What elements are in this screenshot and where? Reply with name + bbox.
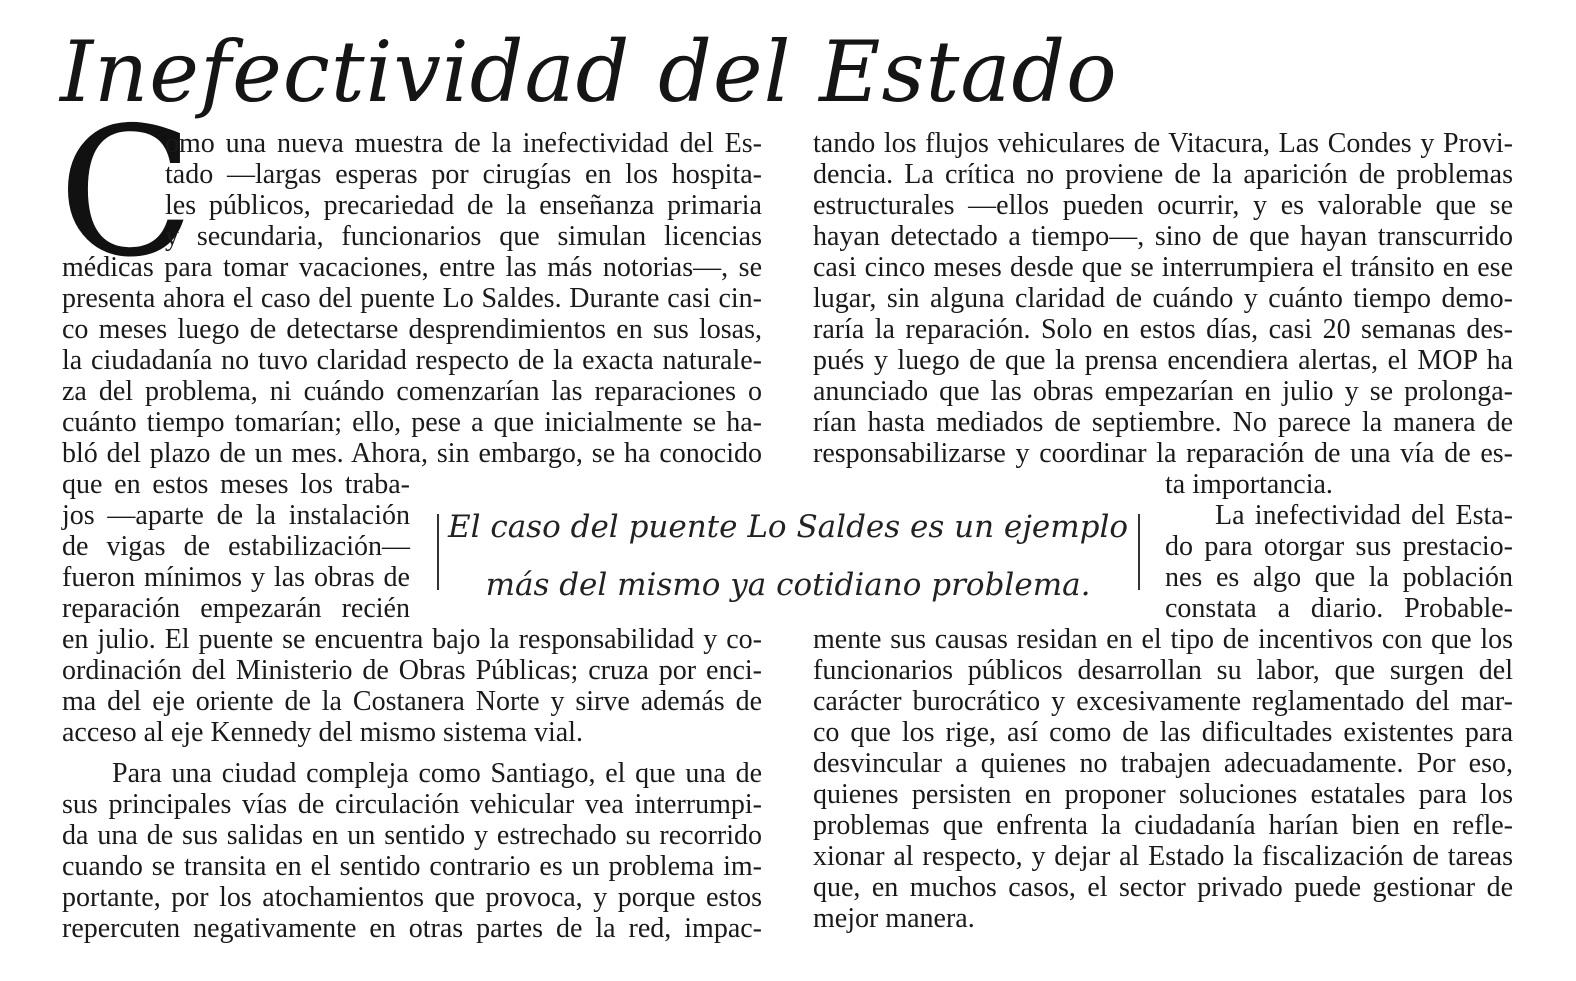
column-1-line: en julio. El puente se encuentra bajo la responsabilidad y co-	[62, 624, 762, 655]
column-1-line: fueron mínimos y las obras de	[62, 562, 410, 593]
column-1-line: ma del eje oriente de la Costanera Norte y sirve además de	[62, 686, 762, 717]
column-1-line: y secundaria, funcionarios que simulan licencias	[165, 221, 762, 252]
column-2-line: hayan detectado a tiempo—, sino de que hayan transcurrido	[813, 221, 1513, 252]
column-2-line: desvincular a quienes no trabajen adecuadamente. Por eso,	[813, 748, 1513, 779]
column-2-line: quienes persisten en proponer soluciones estatales para los	[813, 779, 1513, 810]
column-2-line: que, en muchos casos, el sector privado puede gestionar de	[813, 872, 1513, 903]
pull-quote-line: El caso del puente Lo Saldes es un ejemplo	[447, 509, 1129, 545]
column-2-line: lugar, sin alguna claridad de cuándo y cuánto tiempo demo-	[813, 283, 1513, 314]
column-1-line: presenta ahora el caso del puente Lo Saldes. Durante casi cin-	[62, 283, 762, 314]
column-2-line: do para otorgar sus prestacio-	[1165, 531, 1513, 562]
column-2-line: xionar al respecto, y dejar al Estado la fiscalización de tareas	[813, 841, 1513, 872]
column-1-line: que en estos meses los traba-	[62, 469, 410, 500]
column-1-line: ordinación del Ministerio de Obras Públicas; cruza por enci-	[62, 655, 762, 686]
column-2-line: La inefectividad del Esta-	[1215, 500, 1513, 531]
column-1-line: la ciudadanía no tuvo claridad respecto de la exacta naturale-	[62, 345, 762, 376]
column-1-line: reparación empezarán recién	[62, 593, 410, 624]
column-2-line: constata a diario. Probable-	[1165, 593, 1513, 624]
column-2-line: responsabilizarse y coordinar la reparación de una vía de es-	[813, 438, 1513, 469]
column-2-line: ta importancia.	[1165, 469, 1333, 500]
column-2-line: co que los rige, así como de las dificultades existentes para	[813, 717, 1513, 748]
column-1-line: médicas para tomar vacaciones, entre las más notorias—, se	[62, 252, 762, 283]
column-2-line: funcionarios públicos desarrollan su labor, que surgen del	[813, 655, 1513, 686]
column-1-line: portante, por los atochamientos que provoca, y porque estos	[62, 882, 762, 913]
column-1-line: les públicos, precariedad de la enseñanza primaria	[165, 190, 762, 221]
column-1-line: cuando se transita en el sentido contrario es un problema im-	[62, 851, 762, 882]
column-2-line: mejor manera.	[813, 903, 975, 934]
column-1-line: Para una ciudad compleja como Santiago, el que una de	[112, 758, 762, 789]
column-2-line: dencia. La crítica no proviene de la aparición de problemas	[813, 159, 1513, 190]
column-2-line: casi cinco meses desde que se interrumpiera el tránsito en ese	[813, 252, 1513, 283]
drop-cap: C	[58, 89, 195, 296]
column-2-line: carácter burocrático y excesivamente reglamentado del mar-	[813, 686, 1513, 717]
column-1-line: repercuten negativamente en otras partes de la red, impac-	[62, 913, 762, 944]
column-2-line: pués y luego de que la prensa encendiera alertas, el MOP ha	[813, 345, 1513, 376]
column-1-line: cuánto tiempo tomarían; ello, pese a que inicialmente se ha-	[62, 407, 762, 438]
column-1-line: acceso al eje Kennedy del mismo sistema vial.	[62, 717, 583, 748]
column-1-line: bló del plazo de un mes. Ahora, sin embargo, se ha conocido	[62, 438, 762, 469]
column-2-line: rían hasta mediados de septiembre. No parece la manera de	[813, 407, 1513, 438]
column-1-line: omo una nueva muestra de la inefectividad del Es-	[165, 128, 762, 159]
column-2-line: nes es algo que la población	[1165, 562, 1513, 593]
column-1-line: tado —largas esperas por cirugías en los hospita-	[165, 159, 762, 190]
column-1-line: de vigas de estabilización—	[62, 531, 410, 562]
column-2-line: raría la reparación. Solo en estos días, casi 20 semanas des-	[813, 314, 1513, 345]
article-title: Inefectividad del Estado	[60, 23, 1118, 121]
column-2-line: anunciado que las obras empezarían en julio y se prolonga-	[813, 376, 1513, 407]
column-1-line: sus principales vías de circulación vehicular vea interrumpi-	[62, 789, 762, 820]
column-2-line: estructurales —ellos pueden ocurrir, y es valorable que se	[813, 190, 1513, 221]
pull-quote-line: más del mismo ya cotidiano problema.	[485, 567, 1091, 603]
column-2-line: tando los flujos vehiculares de Vitacura, Las Condes y Provi-	[813, 128, 1513, 159]
pull-quote-right-rule	[1138, 514, 1140, 590]
column-1-line: da una de sus salidas en un sentido y estrechado su recorrido	[62, 820, 762, 851]
column-1-line: jos —aparte de la instalación	[62, 500, 410, 531]
pull-quote-left-rule	[437, 514, 439, 590]
column-2-line: problemas que enfrenta la ciudadanía harían bien en refle-	[813, 810, 1513, 841]
column-1-line: za del problema, ni cuándo comenzarían las reparaciones o	[62, 376, 762, 407]
column-2-line: mente sus causas residan en el tipo de incentivos con que los	[813, 624, 1513, 655]
column-1-line: co meses luego de detectarse desprendimientos en sus losas,	[62, 314, 762, 345]
